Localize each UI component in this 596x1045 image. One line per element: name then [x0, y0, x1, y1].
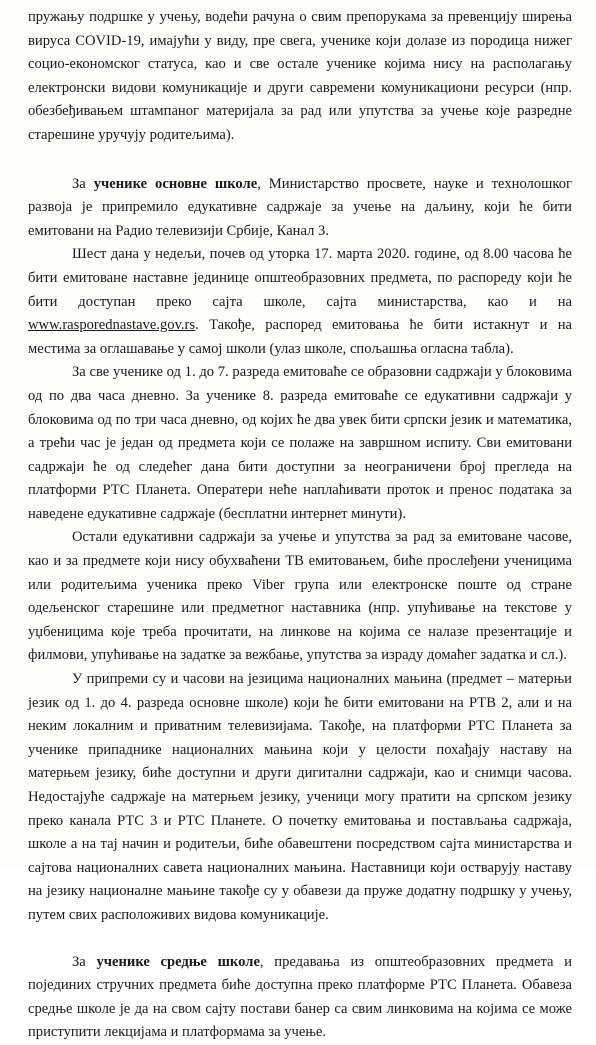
paragraph-text: пружању подршке у учењу, водећи рачуна о свим препорукама за превенцију ширења вируса COVID-19, имајући у виду, пре свега, ученике који долазе из породица нижег социо-економског статуса, као и све остале ученике којима нису на располагању електронски видови комуникације и други савремени комуникациони ресурси (нпр. обезбеђивањем штампаног материјала за рад или упутства за учење које разредне старешине уручују родитељима). — [28, 9, 572, 143]
paragraph-primary-school — [28, 173, 572, 244]
paragraph-secondary-school — [28, 951, 572, 1045]
document-body — [28, 6, 572, 1045]
paragraph-text: За све ученике од 1. до 7. разреда емитоваће се образовни садржаји у блоковима од по два часа дневно. За ученике 8. разреда емитоваће се едукативни садржаји у блоковима од по три часа дневно, од којих ће два увек бити српски језик и математика, а трећи час је један од предмета који се полаже на завршном испиту. Сви емитовани садржаји ће од следећег дана бити доступни за неограничени број прегледа на платформи РТС Планета. Оператери неће наплаћивати проток и пренос података за наведене едукативне садржаје (бесплатни интернет минути). — [28, 364, 572, 522]
paragraph-text-end: , предавања из општеобразовних предмета и појединих стручних предмета биће доступна преко платформе РТС Планета. Обавеза средње школе је да на свом сајту постави банер са свим линковима на којима се може приступити лекцијама и платформама за учење. — [28, 953, 572, 1041]
paragraph-text-start: За — [72, 175, 94, 192]
paragraph-national-minorities — [28, 668, 572, 928]
paragraph-text: Остали едукативни садржаји за учење и упутства за рад за емитоване часове, као и за предмете који нису обухваћени ТВ емитовањем, биће прослеђени ученицима или родитељима ученика преко Viber група или електронске поште од стране одељенског старешине или предметног наставника (нпр. упућивање на текстове у уџбеницима које треба прочитати, на линкове на којима се налазе презентације и филмови, упућивање на задатке за вежбање, упутства за израду домаћег задатка и сл.). — [28, 529, 572, 664]
bold-primary-school: ученике основне школе — [93, 175, 258, 192]
paragraph-text-end: , Министарство просвете, науке и технолошког развоја је припремило едукативне садржаје за учење на даљину, који ће бити емитовани на Радио телевизији Србије, Канал 3. — [28, 175, 572, 239]
paragraph-text: У припреми су и часови на језицима националних мањина (предмет – матерњи језик од 1. до 4. разреда основне школе) који ће бити емитовани на РТВ 2, али и на неким локалним и приватним телевизијама. Такође, на платформи РТС Планета за ученике припаднике националних мањина који у целости похађају наставу на матерњем језику, биће доступни и други дигитални садржаји, као и снимци часова. Недостајуће садржаје на матерњем језику, ученици могу пратити на српском језику преко канала РТС 3 и РТС Планете. О почетку емитовања и постављања садржаја, школе а на тај начин и родитељи, биће обавештени посредством сајта министарства и сајтова националних савета националних мањина. Наставници који остварују наставу на језику националне мањине такође су у обавези да пруже додатну подршку у учењу, путем свих расположивих видова комуникације. — [28, 671, 572, 923]
paragraph-schedule — [28, 243, 572, 361]
paragraph-grades-blocks — [28, 361, 572, 526]
paragraph-support-learning — [28, 6, 572, 148]
bold-secondary-school: ученике средње школе — [96, 953, 260, 970]
paragraph-text-end: . Такође, распоред емитовања ће бити истакнут и на местима за оглашавање у самој школи (улаз школе, спољашња огласна табла). — [28, 317, 572, 357]
schedule-website-link[interactable]: www.rasporednastave.gov.rs — [28, 317, 196, 334]
paragraph-other-content — [28, 526, 572, 668]
paragraph-text-start: За — [72, 953, 97, 970]
paragraph-text-start: Шест дана у недељи, почев од уторка 17. марта 2020. године, од 8.00 часова ће бити емитоване наставне јединице општеобразовних предмета, по распореду који ће бити доступан преко сајта школе, сајта министарства, као и на — [28, 246, 572, 310]
